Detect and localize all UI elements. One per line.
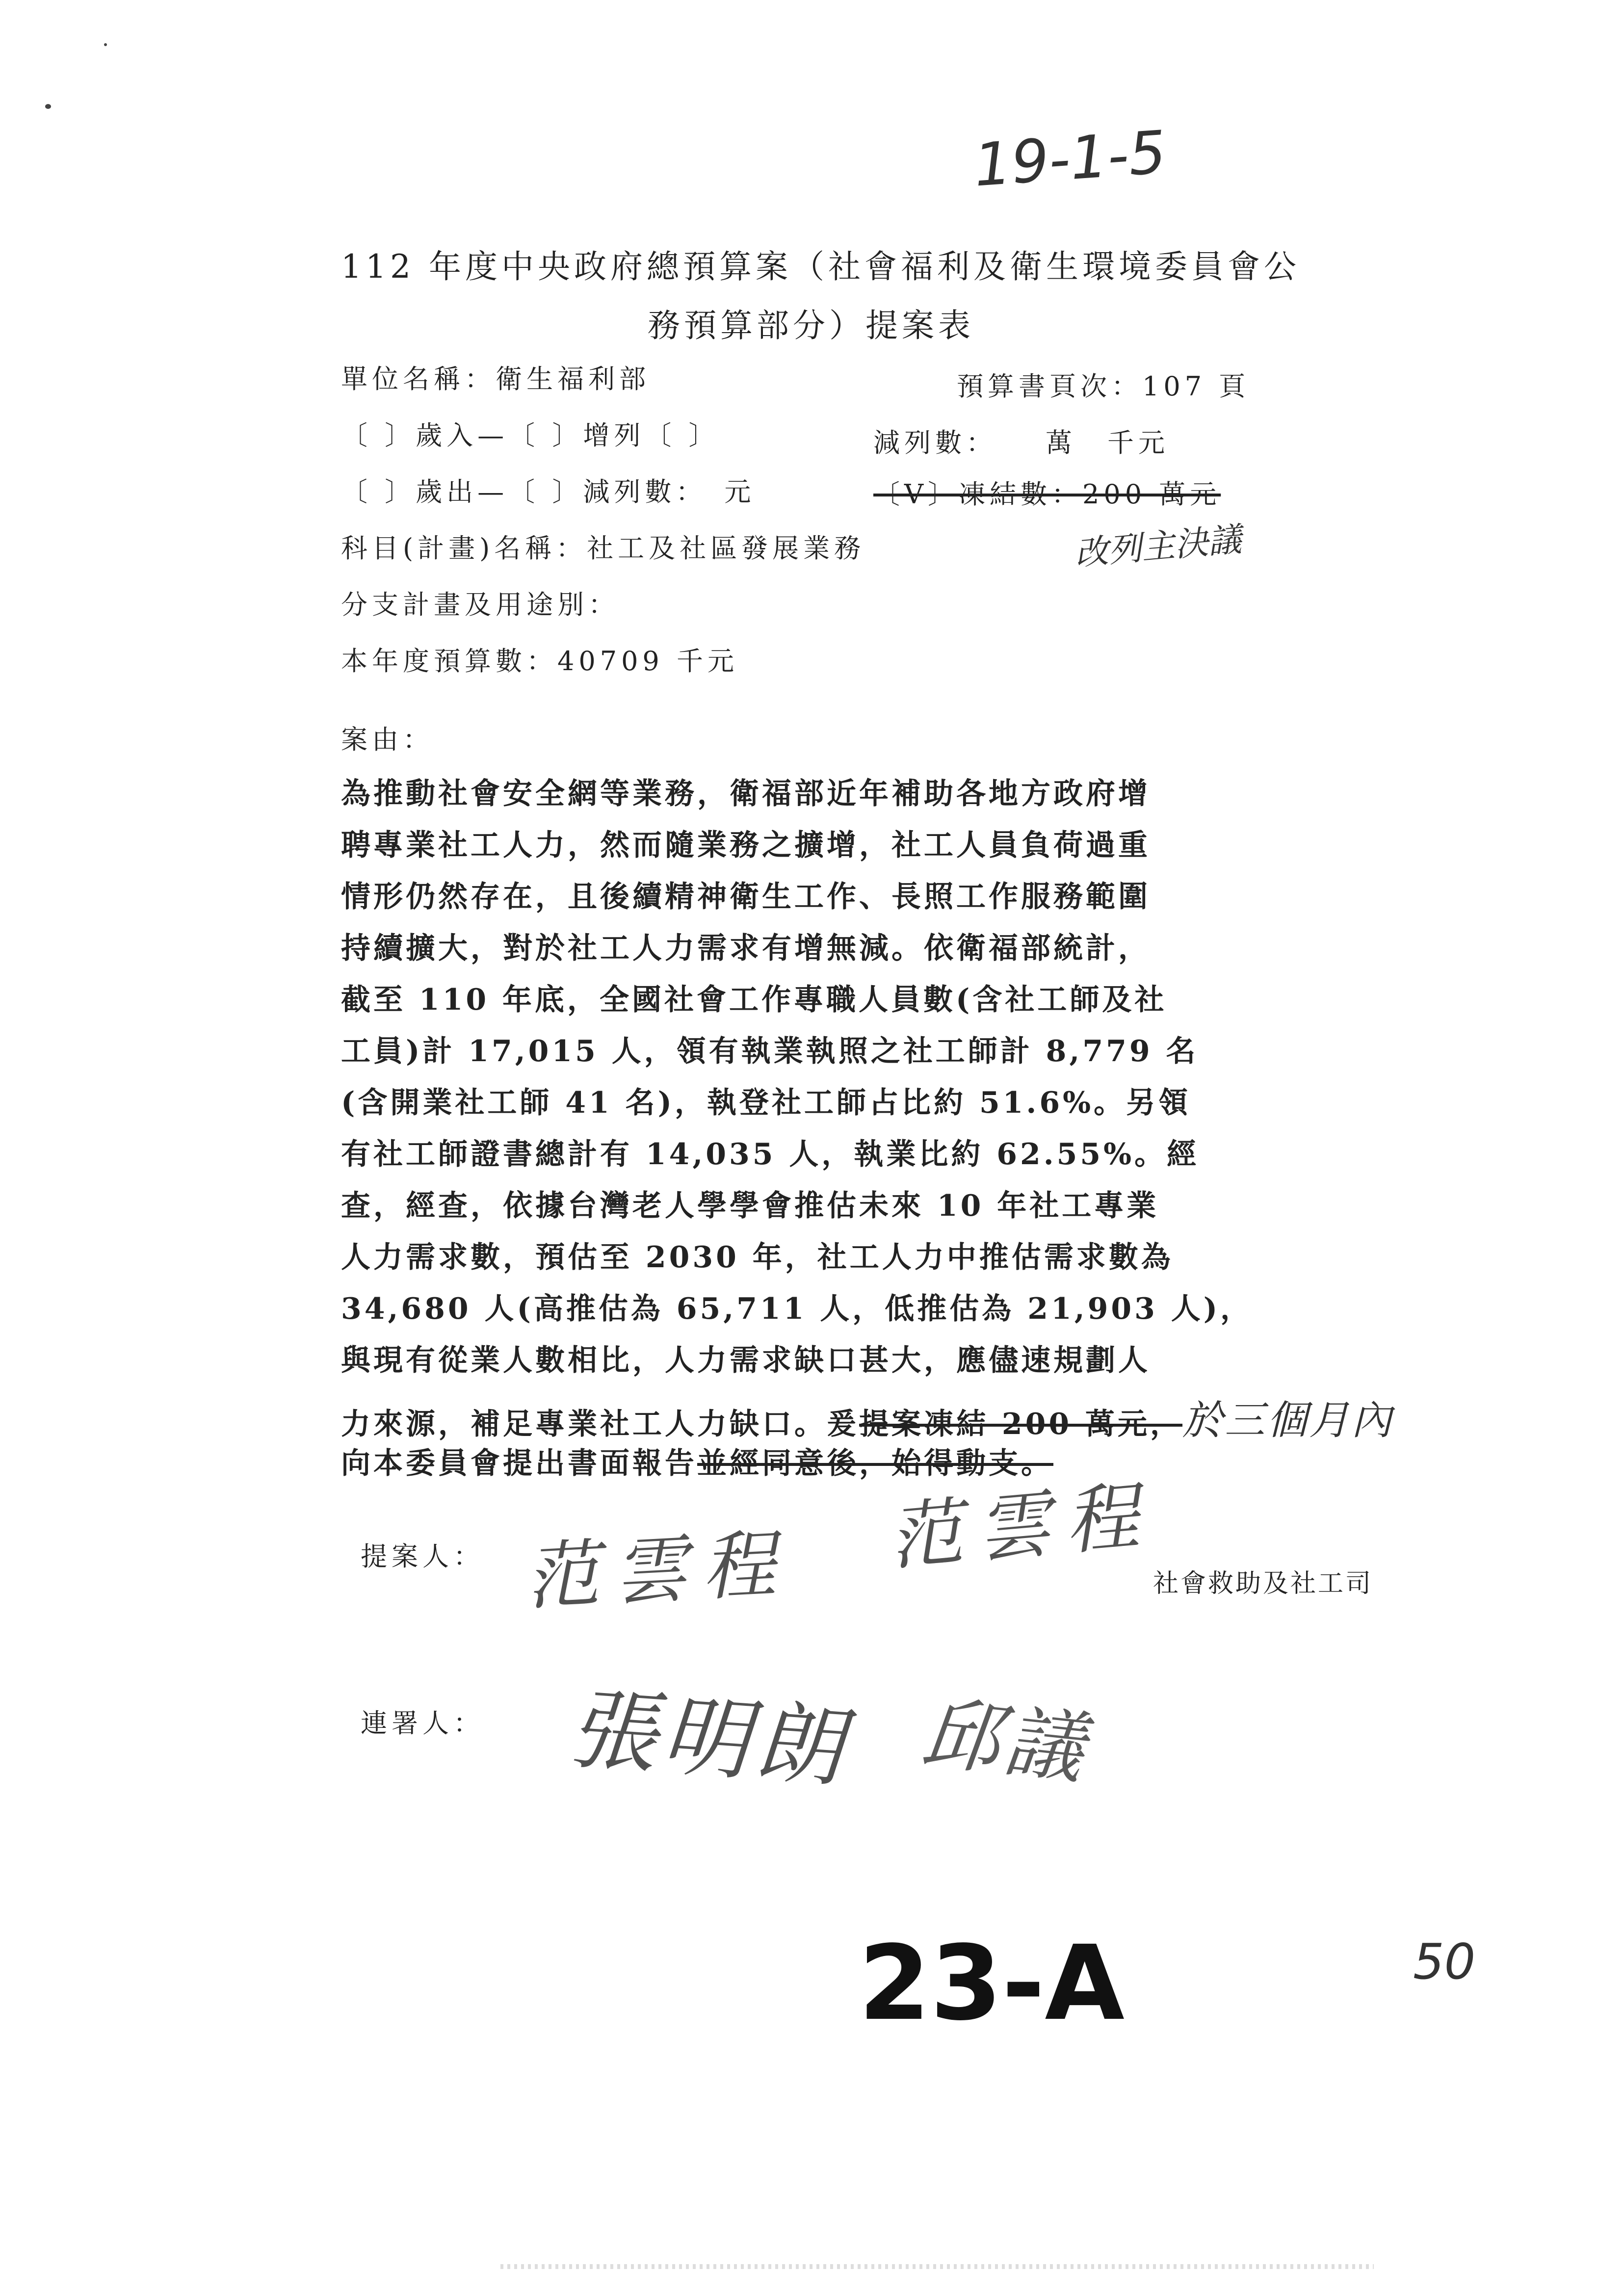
proposer-signature: 范雲程 (523, 1521, 792, 1620)
reduction-amount: 減列數： 萬 千元 (873, 427, 1169, 458)
current-budget: 本年度預算數：40709 千元 (341, 646, 738, 677)
case-line: 截至 110 年底，全國社會工作專職人員數(含社工師及社 (341, 983, 1167, 1017)
cosigner-signature: 邱議 (917, 1686, 1093, 1796)
case-line: 聘專業社工人力，然而隨業務之擴增，社工人員負荷過重 (341, 828, 1151, 862)
case-line: 查，經查，依據台灣老人學學會推估未來 10 年社工專業 (341, 1189, 1159, 1223)
freeze-prefix: 〔V〕凍結數： (873, 479, 1082, 510)
proposer-signature: 范雲程 (885, 1472, 1157, 1581)
case-line: 人力需求數，預估至 2030 年，社工人力中推估需求數為 (341, 1240, 1174, 1275)
revenue-field: 〔 〕歲入—〔 〕增列〔 〕 (341, 420, 720, 451)
handwritten-insertion: 於三個月內 (1182, 1397, 1394, 1444)
case-label: 案由： (341, 724, 434, 755)
case-line-amended (341, 1388, 1393, 1446)
document-title-line2: 務預算部分）提案表 (648, 307, 974, 344)
document-title-line1: 112 年度中央政府總預算案（社會福利及衛生環境委員會公 (341, 248, 1300, 286)
case-line: 有社工師證書總計有 14,035 人，執業比約 62.55%。經 (341, 1137, 1200, 1172)
page-number: 50 (1413, 1933, 1476, 1990)
case-line: 34,680 人(高推估為 65,711 人，低推估為 21,903 人)， (341, 1292, 1253, 1326)
branch-plan: 分支計畫及用途別： (341, 589, 619, 620)
freeze-handwritten-note: 改列主決議 (1073, 520, 1243, 574)
unit-name: 單位名稱：衛生福利部 (341, 364, 650, 394)
cosigner-signature: 張明朗 (565, 1678, 852, 1800)
case-line: 持續擴大，對於社工人力需求有增無減。依衛福部統計， (341, 931, 1151, 965)
case-line: 工員)計 17,015 人，領有執業執照之社工師計 8,779 名 (341, 1034, 1199, 1069)
handwritten-annotation: 23-A (859, 1923, 1125, 2043)
cosigner-label: 連署人： (361, 1708, 484, 1739)
budget-page: 預算書頁次：107 頁 (957, 371, 1250, 402)
case-line: (含開業社工師 41 名)，執登社工師占比約 51.6%。另領 (341, 1086, 1191, 1120)
case-text: 爰 (827, 1407, 859, 1441)
proposer-label: 提案人： (361, 1541, 484, 1572)
scan-artifact (500, 2264, 1374, 2269)
case-line: 與現有從業人數相比，人力需求缺口甚大，應儘速規劃人 (341, 1343, 1151, 1378)
case-line: 情形仍然存在，且後續精神衛生工作、長照工作服務範圍 (341, 880, 1151, 914)
case-text: 力來源，補足專業社工人力缺口。 (341, 1407, 827, 1441)
scan-speck (45, 104, 51, 109)
struck-text: 並經同意後，始得動支。 (697, 1446, 1053, 1481)
struck-text: 提案凍結 200 萬元， (859, 1407, 1183, 1441)
freeze-field (873, 473, 1221, 511)
case-text: 向本委員會提出書面報告 (341, 1446, 697, 1481)
freeze-amount: 200 萬元 (1082, 479, 1221, 510)
proposer-department: 社會救助及社工司 (1153, 1569, 1373, 1598)
scan-speck (104, 43, 107, 46)
subject-name: 科目(計畫)名稱：社工及社區發展業務 (341, 533, 865, 564)
case-line: 為推動社會安全網等業務，衛福部近年補助各地方政府增 (341, 777, 1151, 811)
expense-field: 〔 〕歲出—〔 〕減列數： 元 (341, 476, 756, 507)
page-reference: 19-1-5 (971, 118, 1169, 200)
